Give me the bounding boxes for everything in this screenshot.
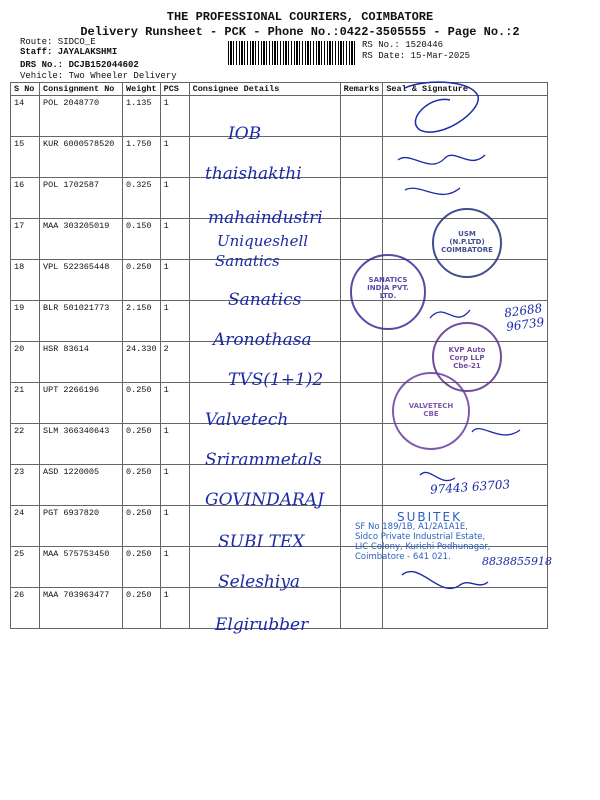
subitek-stamp-line: Sidco Private Industrial Estate, xyxy=(355,532,486,542)
column-header: Weight xyxy=(123,83,161,96)
pcs-cell: 1 xyxy=(160,465,189,506)
subitek-stamp-line: Coimbatore - 641 021. xyxy=(355,552,451,562)
weight-cell: 0.250 xyxy=(123,547,161,588)
consignment-no-cell: MAA 303205019 xyxy=(40,219,123,260)
column-header: S No xyxy=(11,83,40,96)
s-no-cell: 16 xyxy=(11,178,40,219)
handwritten-phone: 82688 96739 xyxy=(503,300,546,335)
s-no-cell: 23 xyxy=(11,465,40,506)
handwritten-consignee: Valvetech xyxy=(205,410,289,430)
pcs-cell: 1 xyxy=(160,424,189,465)
handwritten-consignee: Seleshiya xyxy=(218,572,301,592)
column-header: Seal & Signature xyxy=(383,83,548,96)
pcs-cell: 1 xyxy=(160,588,189,629)
handwritten-consignee: IOB xyxy=(228,124,262,144)
pcs-cell: 2 xyxy=(160,342,189,383)
column-header: Remarks xyxy=(340,83,383,96)
s-no-cell: 15 xyxy=(11,137,40,178)
runsheet-title: Delivery Runsheet - PCK - Phone No.:0422-3505555 - Page No.:2 xyxy=(80,25,520,39)
consignment-no-cell: VPL 522365448 xyxy=(40,260,123,301)
handwritten-consignee: SUBI TEX xyxy=(218,532,305,552)
pcs-cell: 1 xyxy=(160,137,189,178)
rs-number: RS No.: 1520446 xyxy=(362,40,444,50)
pcs-cell: 1 xyxy=(160,219,189,260)
handwritten-phone: 97443 63703 xyxy=(429,477,511,497)
pcs-cell: 1 xyxy=(160,96,189,137)
s-no-cell: 21 xyxy=(11,383,40,424)
subitek-stamp-line: LIC Colony, Kurichi Podhunagar, xyxy=(355,542,491,552)
subitek-stamp-name: SUBITEK xyxy=(397,510,462,524)
s-no-cell: 17 xyxy=(11,219,40,260)
consignment-no-cell: POL 2048770 xyxy=(40,96,123,137)
column-header: Consignee Details xyxy=(189,83,340,96)
valvetech-stamp: VALVETECH CBE xyxy=(392,372,470,450)
s-no-cell: 25 xyxy=(11,547,40,588)
s-no-cell: 22 xyxy=(11,424,40,465)
usm-stamp: USM (N.P.LTD) COIMBATORE xyxy=(432,208,502,278)
column-header: PCS xyxy=(160,83,189,96)
weight-cell: 0.250 xyxy=(123,506,161,547)
consignment-no-cell: PGT 6937820 xyxy=(40,506,123,547)
consignment-no-cell: ASD 1220005 xyxy=(40,465,123,506)
handwritten-consignee: Srirammetals xyxy=(205,450,322,470)
company-name: THE PROFESSIONAL COURIERS, COIMBATORE xyxy=(166,10,434,24)
handwritten-consignee: thaishakthi xyxy=(205,164,302,184)
pcs-cell: 1 xyxy=(160,301,189,342)
weight-cell: 2.150 xyxy=(123,301,161,342)
weight-cell: 0.250 xyxy=(123,424,161,465)
weight-cell: 0.250 xyxy=(123,588,161,629)
pcs-cell: 1 xyxy=(160,547,189,588)
s-no-cell: 24 xyxy=(11,506,40,547)
handwritten-phone: 8838855918 xyxy=(482,555,552,568)
s-no-cell: 18 xyxy=(11,260,40,301)
route-label: Route: SIDCO_E xyxy=(20,37,96,47)
weight-cell: 1.135 xyxy=(123,96,161,137)
handwritten-consignee: mahaindustri xyxy=(208,208,323,228)
consignment-no-cell: MAA 575753450 xyxy=(40,547,123,588)
drs-label: DRS No.: DCJB152044602 xyxy=(20,60,139,70)
staff-label: Staff: JAYALAKSHMI xyxy=(20,47,118,57)
consignment-no-cell: HSR 83614 xyxy=(40,342,123,383)
weight-cell: 0.325 xyxy=(123,178,161,219)
rs-date: RS Date: 15-Mar-2025 xyxy=(362,51,471,61)
handwritten-consignee: Uniqueshell xyxy=(217,232,309,250)
handwritten-consignee: Sanatics xyxy=(215,252,280,270)
consignment-no-cell: MAA 703963477 xyxy=(40,588,123,629)
kvp-stamp: KVP Auto Corp LLP Cbe-21 xyxy=(432,322,502,392)
pcs-cell: 1 xyxy=(160,506,189,547)
s-no-cell: 14 xyxy=(11,96,40,137)
consignment-no-cell: SLM 366340643 xyxy=(40,424,123,465)
weight-cell: 1.750 xyxy=(123,137,161,178)
consignment-no-cell: POL 1702587 xyxy=(40,178,123,219)
weight-cell: 0.150 xyxy=(123,219,161,260)
vehicle-label: Vehicle: Two Wheeler Delivery xyxy=(20,71,177,81)
weight-cell: 24.330 xyxy=(123,342,161,383)
weight-cell: 0.250 xyxy=(123,383,161,424)
sanatics-stamp: SANATICS INDIA PVT. LTD. xyxy=(350,254,426,330)
pcs-cell: 1 xyxy=(160,260,189,301)
handwritten-consignee: TVS(1+1)2 xyxy=(228,370,324,390)
subitek-stamp-line: SF No 189/1B, A1/2A1A1E, xyxy=(355,522,468,532)
pcs-cell: 1 xyxy=(160,383,189,424)
consignment-no-cell: BLR 501021773 xyxy=(40,301,123,342)
s-no-cell: 20 xyxy=(11,342,40,383)
weight-cell: 0.250 xyxy=(123,260,161,301)
s-no-cell: 26 xyxy=(11,588,40,629)
handwritten-consignee: Aronothasa xyxy=(213,330,312,350)
handwritten-consignee: Elgirubber xyxy=(215,615,309,635)
handwritten-consignee: Sanatics xyxy=(228,290,302,310)
consignment-no-cell: UPT 2266196 xyxy=(40,383,123,424)
weight-cell: 0.250 xyxy=(123,465,161,506)
handwritten-consignee: GOVINDARAJ xyxy=(205,490,324,510)
column-header: Consignment No xyxy=(40,83,123,96)
s-no-cell: 19 xyxy=(11,301,40,342)
consignment-no-cell: KUR 6000578520 xyxy=(40,137,123,178)
pcs-cell: 1 xyxy=(160,178,189,219)
